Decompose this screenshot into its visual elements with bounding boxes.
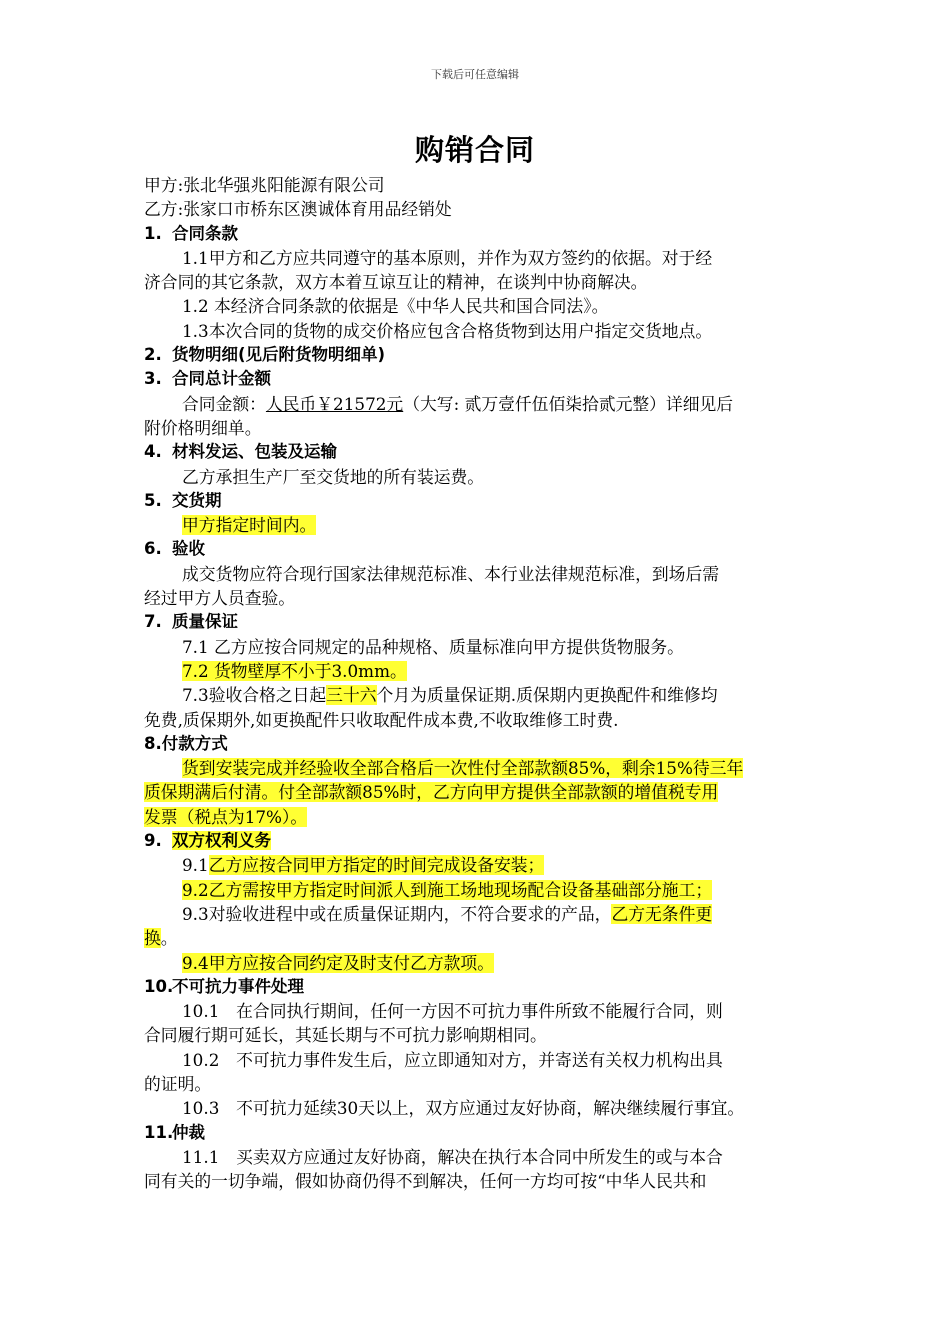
clause-10-3: 10.3 不可抗力延续30天以上，双方应通过友好协商，解决继续履行事宜。 <box>182 1098 745 1119</box>
clause-1-1-cont: 济合同的其它条款，双方本着互谅互让的精神，在谈判中协商解决。 <box>144 272 648 293</box>
payment-line-3: 发票（税点为17%）。 <box>144 806 308 827</box>
section-6-text-cont: 经过甲方人员查验。 <box>144 588 296 609</box>
contract-amount-cont: 附价格明细单。 <box>144 417 262 438</box>
payment-line-2: 质保期满后付清。付全部款额85%时，乙方向甲方提供全部款额的增值税专用 <box>144 782 719 803</box>
clause-9-3-cont: 换。 <box>144 928 178 949</box>
clause-1-1: 1.1甲方和乙方应共同遵守的基本原则，并作为双方签约的依据。对于经 <box>182 247 713 268</box>
document-title: 购销合同 <box>414 133 535 167</box>
clause-7-3-cont: 免费,质保期外,如更换配件只收取配件成本费,不收取维修工时费. <box>144 709 619 730</box>
section-10-heading: 10.不可抗力事件处理 <box>144 976 304 996</box>
section-8-heading: 8.付款方式 <box>144 733 228 753</box>
contract-body <box>144 173 812 1193</box>
section-11-heading: 11.仲裁 <box>144 1122 205 1142</box>
section-9-heading: 9. 双方权利义务 <box>144 831 271 851</box>
payment-line-1: 货到安装完成并经验收全部合格后一次性付全部款额85%，剩余15%待三年 <box>182 758 744 779</box>
clause-10-2-cont: 的证明。 <box>144 1073 212 1094</box>
clause-1-3: 1.3本次合同的货物的成交价格应包含合格货物到达用户指定交货地点。 <box>182 320 713 341</box>
section-7-heading: 7. 质量保证 <box>144 612 238 632</box>
clause-9-2: 9.2乙方需按甲方指定时间派人到施工场地现场配合设备基础部分施工； <box>182 879 713 900</box>
clause-7-3: 7.3验收合格之日起三十六个月为质量保证期.质保期内更换配件和维修均 <box>182 685 718 706</box>
clause-1-2: 1.2 本经济合同条款的依据是《中华人民共和国合同法》。 <box>182 296 609 317</box>
section-2-heading: 2. 货物明细(见后附货物明细单) <box>144 345 386 365</box>
clause-9-3: 9.3对验收进程中或在质量保证期内，不符合要求的产品，乙方无条件更 <box>182 903 713 924</box>
clause-10-2: 10.2 不可抗力事件发生后，应立即通知对方，并寄送有关权力机构出具 <box>182 1049 723 1070</box>
section-5-heading: 5. 交货期 <box>144 490 222 510</box>
clause-10-1-cont: 合同履行期可延长，其延长期与不可抗力影响期相同。 <box>144 1025 547 1046</box>
party-b: 乙方:张家口市桥东区澳诚体育用品经销处 <box>144 199 452 220</box>
clause-11-1: 11.1 买卖双方应通过友好协商，解决在执行本合同中所发生的或与本合 <box>182 1146 723 1167</box>
contract-amount: 人民币￥21572元 <box>265 393 404 414</box>
section-4-heading: 4. 材料发运、包装及运输 <box>144 442 337 462</box>
clause-9-1: 9.1乙方应按合同甲方指定的时间完成设备安装； <box>182 855 545 876</box>
clause-7-1: 7.1 乙方应按合同规定的品种规格、质量标准向甲方提供货物服务。 <box>182 636 684 657</box>
section-6-heading: 6. 验收 <box>144 539 205 559</box>
clause-9-4: 9.4甲方应按合同约定及时支付乙方款项。 <box>182 952 494 973</box>
section-5-text: 甲方指定时间内。 <box>182 515 317 536</box>
party-a: 甲方:张北华强兆阳能源有限公司 <box>144 175 385 195</box>
header-note: 下载后可任意编辑 <box>431 68 519 81</box>
contract-amount-line: 合同金额：人民币￥21572元（大写: 贰万壹仟伍佰柒拾贰元整）详细见后 <box>182 393 734 414</box>
section-6-text: 成交货物应符合现行国家法律规范标准、本行业法律规范标准，到场后需 <box>182 563 720 584</box>
section-1-heading: 1. 合同条款 <box>144 223 238 243</box>
section-3-heading: 3. 合同总计金额 <box>144 369 271 389</box>
clause-10-1: 10.1 在合同执行期间，任何一方因不可抗力事件所致不能履行合同，则 <box>182 1001 723 1022</box>
clause-7-2: 7.2 货物壁厚不小于3.0mm。 <box>182 660 407 681</box>
section-4-text: 乙方承担生产厂至交货地的所有装运费。 <box>182 466 485 487</box>
clause-11-1-cont: 同有关的一切争端，假如协商仍得不到解决，任何一方均可按“中华人民共和 <box>144 1171 707 1192</box>
